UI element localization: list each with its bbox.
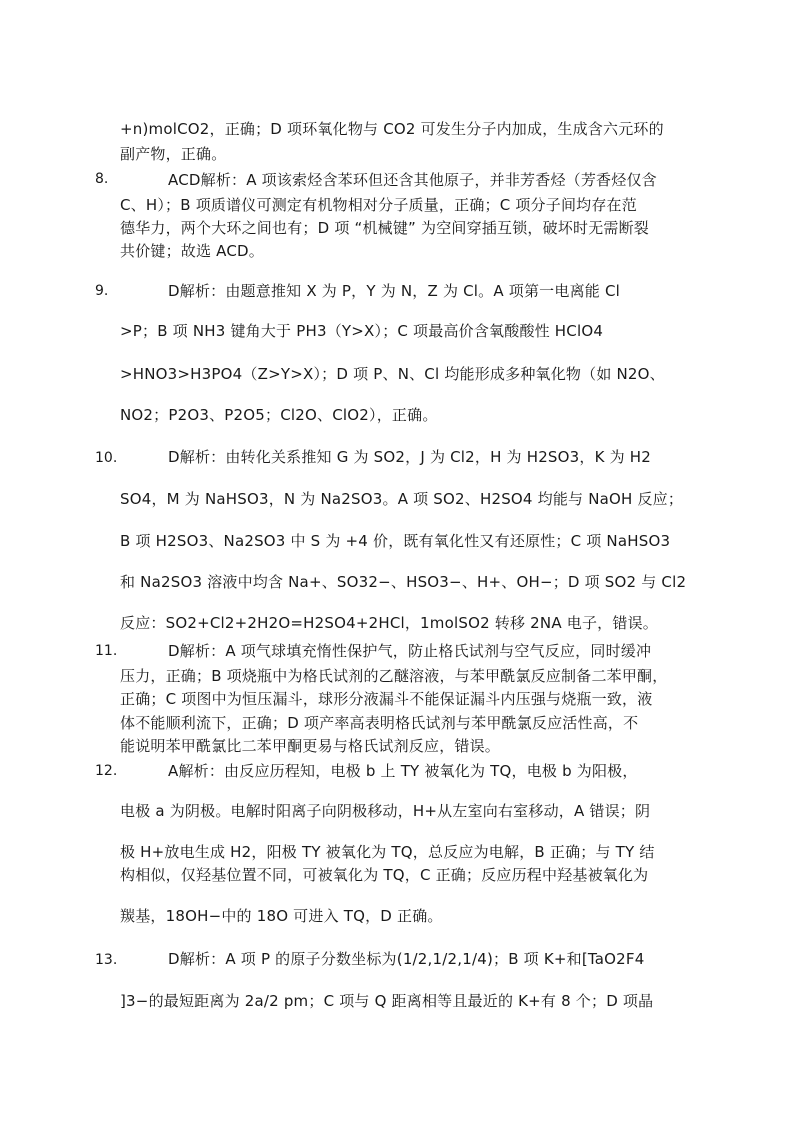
text-line: 德华力，两个大环之间也有；D 项 “机械键” 为空间穿插互锁，破坏时无需断裂 [120,219,649,237]
text-line: 正确；C 项图中为恒压漏斗，球形分液漏斗不能保证漏斗内压强与烧瓶一致，液 [120,690,653,708]
item-number: 8. [95,171,109,187]
text-line: D解析：A 项 P 的原子分数坐标为(1/2,1/2,1/4)；B 项 K+和[TaO2F4 [168,950,645,968]
text-line: 和 Na2SO3 溶液中均含 Na+、SO32−、HSO3−、H+、OH−；D 项 SO2 与 Cl2 [120,573,687,591]
item-number: 12. [95,763,118,779]
text-line: 体不能顺利流下，正确；D 项产率高表明格氏试剂与苯甲酰氯反应活性高，不 [120,714,639,732]
text-line: D解析：A 项气球填充惰性保护气，防止格氏试剂与空气反应，同时缓冲 [168,642,652,660]
item-number: 9. [95,283,109,299]
text-line: B 项 H2SO3、Na2SO3 中 S 为 +4 价，既有氧化性又有还原性；C 项 NaHSO3 [120,532,671,550]
text-line: 共价键；故选 ACD。 [120,242,264,260]
text-line: >P；B 项 NH3 键角大于 PH3（Y>X）；C 项最高价含氧酸酸性 HClO4 [120,322,604,340]
text-line: 极 H+放电生成 H2，阳极 TY 被氧化为 TQ，总反应为电解，B 正确；与 TY 结 [120,843,655,861]
item-number: 11. [95,643,118,659]
text-line: ]3−的最短距离为 2a/2 pm；C 项与 Q 距离相等且最近的 K+有 8 个；D 项晶 [120,992,654,1010]
text-line: 反应：SO2+Cl2+2H2O=H2SO4+2HCl，1molSO2 转移 2NA 电子，错误。 [120,614,658,632]
text-line: >HNO3>H3PO4（Z>Y>X）；D 项 P、N、Cl 均能形成多种氧化物（如 N2O、 [120,365,665,383]
text-line: 压力，正确；B 项烧瓶中为格氏试剂的乙醚溶液，与苯甲酰氯反应制备二苯甲酮， [120,667,668,685]
text-line: SO4，M 为 NaHSO3，N 为 Na2SO3。A 项 SO2、H2SO4 均能与 NaOH 反应； [120,490,684,508]
text-line: C、H）；B 项质谱仪可测定有机物相对分子质量，正确；C 项分子间均存在范 [120,196,637,214]
text-line: ACD解析：A 项该索烃含苯环但还含其他原子，并非芳香烃（芳香烃仅含 [168,171,657,189]
text-line: D解析：由转化关系推知 G 为 SO2，J 为 Cl2，H 为 H2SO3，K 为 H2 [168,448,652,466]
text-line: A解析：由反应历程知，电极 b 上 TY 被氧化为 TQ，电极 b 为阳极， [168,762,638,780]
text-line: D解析：由题意推知 X 为 P，Y 为 N，Z 为 Cl。A 项第一电离能 Cl [168,282,620,300]
text-line: 能说明苯甲酰氯比二苯甲酮更易与格氏试剂反应，错误。 [120,737,501,755]
text-line: 电极 a 为阴极。电解时阳离子向阴极移动，H+从左室向右室移动，A 错误；阴 [120,802,651,820]
text-line: +n)molCO2，正确；D 项环氧化物与 CO2 可发生分子内加成，生成含六元环的 [120,120,664,138]
text-line: 副产物，正确。 [120,145,227,163]
text-line: 羰基，18OH−中的 18O 可进入 TQ，D 正确。 [120,907,443,925]
text-line: 构相似，仅羟基位置不同，可被氧化为 TQ，C 正确；反应历程中羟基被氧化为 [120,866,649,884]
item-number: 10. [95,450,118,466]
item-number: 13. [95,952,118,968]
text-line: NO2；P2O3、P2O5；Cl2O、ClO2），正确。 [120,406,438,424]
